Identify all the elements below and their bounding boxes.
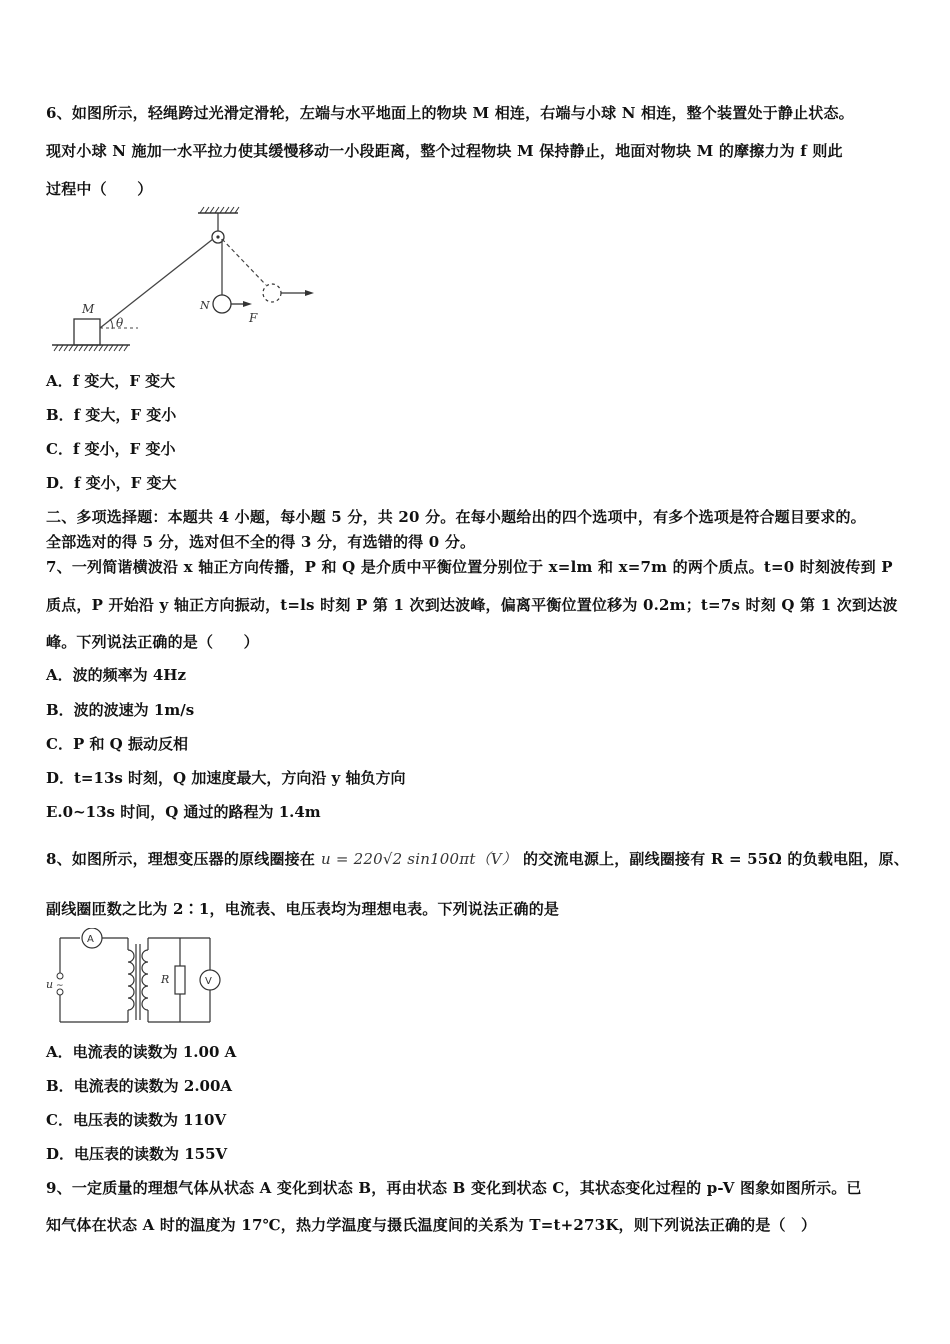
q8-equation: u = 220√2 sin100πt（V）: [321, 850, 518, 868]
q6-option-a: A．f 变大，F 变大: [46, 372, 176, 390]
section2-header-line-1: 二、多项选择题：本题共 4 小题，每小题 5 分，共 20 分。在每小题给出的四个选项中，有多个选项是符合题目要求的。: [46, 508, 866, 526]
q6-option-d: D．f 变小，F 变大: [46, 474, 177, 492]
q7-option-d: D．t=13s 时刻，Q 加速度最大，方向沿 y 轴负方向: [46, 769, 406, 787]
svg-text:~: ~: [56, 981, 64, 991]
q9-stem-line-1: 9、一定质量的理想气体从状态 A 变化到状态 B，再由状态 B 变化到状态 C，其状态变化过程的 p-V 图象如图所示。已: [46, 1179, 862, 1197]
q7-stem-line-1: 7、一列简谐横波沿 x 轴正方向传播，P 和 Q 是介质中平衡位置分别位于 x=lm 和 x=7m 的两个质点。t=0 时刻波传到 P: [46, 558, 893, 576]
q6-option-c: C．f 变小，F 变小: [46, 440, 176, 458]
ammeter-label: A: [87, 934, 94, 945]
q8-transformer-circuit: [40, 928, 230, 1028]
q6-stem-line-2: 现对小球 N 施加一水平拉力使其缓慢移动一小段距离，整个过程物块 M 保持静止，地面对物块 M 的摩擦力为 f 则此: [46, 142, 843, 160]
q8-option-a: A．电流表的读数为 1.00 A: [46, 1043, 237, 1061]
section2-header-line-2: 全部选对的得 5 分，选对但不全的得 3 分，有选错的得 0 分。: [46, 533, 476, 551]
block-m-label: M: [82, 302, 95, 316]
q7-option-c: C．P 和 Q 振动反相: [46, 735, 188, 753]
q7-stem-line-2: 质点，P 开始沿 y 轴正方向振动，t=ls 时刻 P 第 1 次到达波峰，偏离平衡位置位移为 0.2m；t=7s 时刻 Q 第 1 次到达波: [46, 596, 898, 614]
q6-option-b: B．f 变大，F 变小: [46, 406, 177, 424]
q7-option-b: B．波的波速为 1m/s: [46, 701, 195, 719]
q8-option-c: C．电压表的读数为 110V: [46, 1111, 227, 1129]
q6-stem-line-1: 6、如图所示，轻绳跨过光滑定滑轮，左端与水平地面上的物块 M 相连，右端与小球 N 相连，整个装置处于静止状态。: [46, 104, 854, 122]
force-f-label: F: [249, 311, 258, 325]
q8-option-d: D．电压表的读数为 155V: [46, 1145, 228, 1163]
q9-stem-line-2: 知气体在状态 A 时的温度为 17℃，热力学温度与摄氏温度间的关系为 T=t+273K，则下列说法正确的是（ ）: [46, 1216, 817, 1234]
voltmeter-label: V: [205, 976, 212, 987]
angle-theta-label: θ: [116, 316, 124, 330]
q7-option-e: E.0~13s 时间，Q 通过的路程为 1.4m: [46, 803, 321, 821]
source-u-label: u: [46, 978, 54, 991]
q6-pulley-figure: [46, 205, 326, 360]
q8-stem-pre: 8、如图所示，理想变压器的原线圈接在: [46, 850, 316, 868]
q6-stem-line-3: 过程中（ ）: [46, 180, 153, 198]
q8-option-b: B．电流表的读数为 2.00A: [46, 1077, 233, 1095]
q7-stem-line-3: 峰。下列说法正确的是（ ）: [46, 633, 259, 651]
q7-option-a: A．波的频率为 4Hz: [46, 666, 186, 684]
q8-stem-line-1: [46, 848, 909, 869]
q8-stem-post: 的交流电源上，副线圈接有 R = 55Ω 的负载电阻，原、: [523, 850, 909, 868]
resistor-r-label: R: [161, 973, 170, 986]
ball-n-label: N: [200, 299, 210, 312]
q8-stem-line-2: 副线圈匝数之比为 2∶1，电流表、电压表均为理想电表。下列说法正确的是: [46, 900, 560, 918]
